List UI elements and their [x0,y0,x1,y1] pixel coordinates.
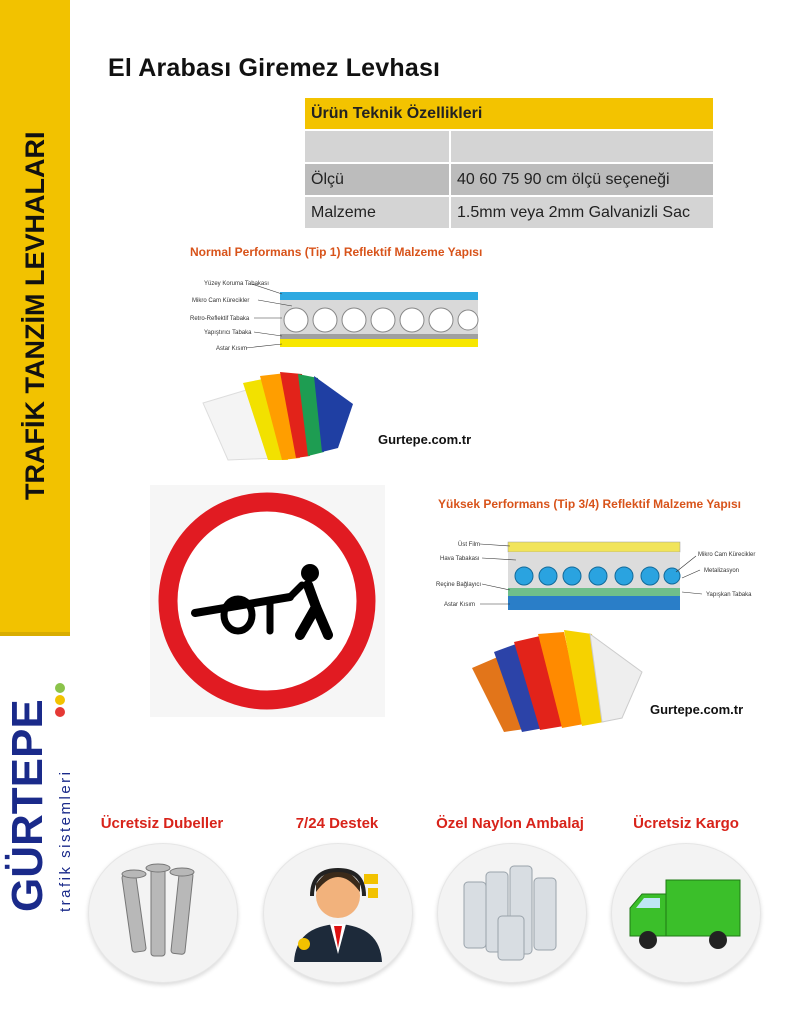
spec-table [305,98,713,230]
spec-value: 40 60 75 90 cm ölçü seçeneği [450,163,713,196]
feature-circle-support [263,843,413,983]
sidebar-band-edge [0,632,70,636]
high-reflective-sheets [470,628,645,733]
feature-label: 7/24 Destek [295,815,379,832]
table-row [305,130,713,163]
nylon-rolls-icon [438,844,586,982]
high-performance-title: Yüksek Performans (Tip 3/4) Reflektif Malzeme Yapısı [438,497,742,511]
layer-label: Yapışkan Tabaka [706,592,752,598]
sidebar-title [4,100,64,520]
page-title: El Arabası Giremez Levhası [108,54,441,82]
anchor-bolts-icon [89,844,237,982]
liner-layer [280,339,478,347]
layer-label: Mikro Cam Kürecikler [192,298,250,304]
spec-label: Ölçü [305,163,450,196]
site-link-high[interactable]: Gurtepe.com.tr [650,702,744,717]
feature-circle-packaging [437,843,587,983]
feature-label: Ücretsiz Dubeller [100,815,224,832]
normal-performance-title: Normal Performans (Tip 1) Reflektif Malzeme Yapısı [190,245,483,259]
layer-label: Metalizasyon [704,568,740,574]
logo-dot-green [55,683,65,693]
spec-value [450,130,713,163]
sidebar-title-text: TRAFİK TANZİM LEVHALARI [20,131,50,500]
layer-label: Retro-Reflektif Tabaka [190,316,250,322]
logo-brand: GÜRTEPE [3,699,52,912]
no-handcart-sign [150,485,385,717]
layer-label: Yapıştırıcı Tabaka [204,330,252,336]
logo-dots [55,683,65,717]
surface-layer [280,292,478,300]
layer-label: Astar Kısım [444,602,476,608]
layer-label: Üst Film [458,542,480,548]
liner-layer [508,596,680,610]
adhesive-layer [280,334,478,339]
logo-tagline: trafik sistemleri [57,769,74,912]
layer-label: Reçine Bağlayıcı [436,582,482,588]
layer-label: Yüzey Koruma Tabakası [204,281,269,287]
spec-table-header-row [305,98,713,130]
feature-label: Ücretsiz Kargo [633,815,739,832]
high-performance-diagram [420,536,770,616]
table-row [305,196,713,229]
spec-label [305,130,450,163]
layer-label: Mikro Cam Kürecikler [698,552,756,558]
layer-label: Hava Tabakası [440,556,480,562]
normal-reflective-sheets [198,368,358,460]
gurtepe-logo [3,680,74,920]
table-row [305,163,713,196]
spec-label: Malzeme [305,196,450,229]
feature-label: Özel Naylon Ambalaj [436,815,584,832]
feature-circle-dubel [88,843,238,983]
site-link-normal[interactable]: Gurtepe.com.tr [378,432,472,447]
logo-dot-yellow [55,695,65,705]
layer-label: Astar Kısım [216,346,248,352]
normal-performance-diagram [180,270,480,355]
logo-dot-red [55,707,65,717]
support-agent-icon [264,844,412,982]
top-film [508,542,680,552]
feature-circle-cargo [611,843,761,983]
delivery-truck-icon [612,844,760,982]
spec-value: 1.5mm veya 2mm Galvanizli Sac [450,196,713,229]
spec-table-header: Ürün Teknik Özellikleri [305,98,713,130]
resin-layer [508,588,680,596]
